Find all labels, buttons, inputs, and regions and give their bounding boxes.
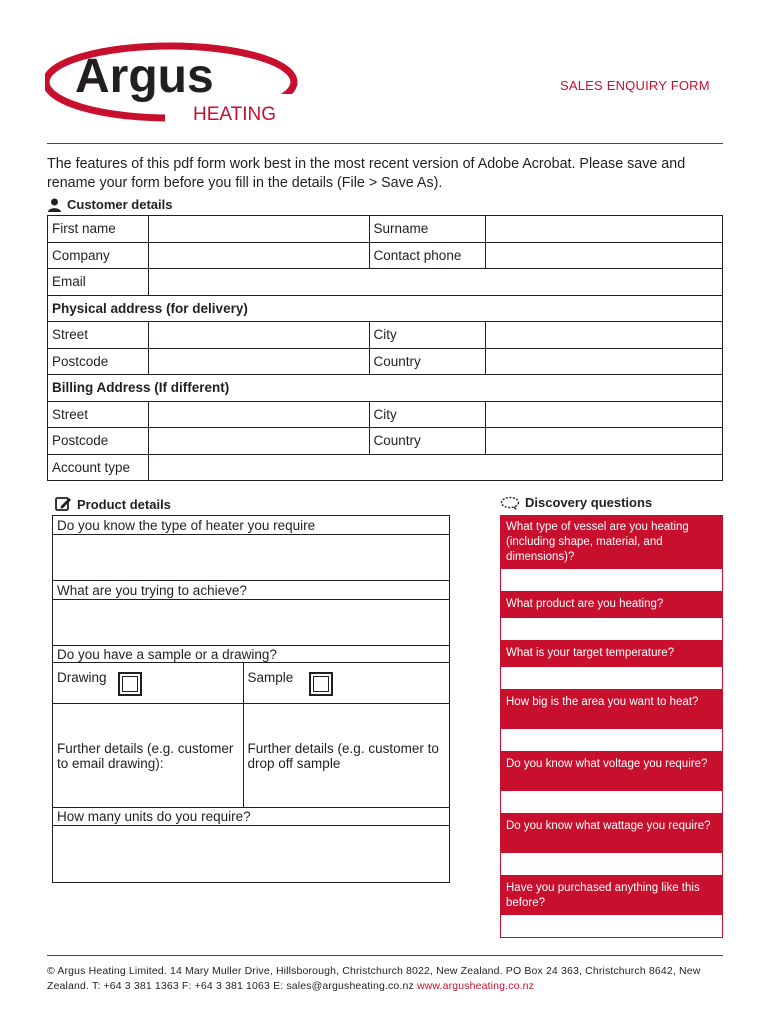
table-row [48, 375, 723, 402]
postcode-label: Postcode [48, 428, 149, 455]
city-label: City [369, 401, 486, 428]
discovery-answer-field[interactable] [500, 568, 723, 592]
surname-label: Surname [369, 216, 486, 243]
discovery-questions-label: Discovery questions [525, 495, 653, 510]
discovery-questions-heading [500, 495, 652, 510]
logo-sub: HEATING [193, 104, 277, 125]
physical-country-field[interactable] [486, 348, 723, 375]
form-title: SALES ENQUIRY FORM [560, 78, 710, 93]
argus-heating-logo [45, 42, 300, 127]
heater-type-question: Do you know the type of heater you require [53, 516, 450, 535]
product-details-label: Product details [77, 496, 171, 512]
table-row [53, 826, 450, 883]
product-details-heading [55, 496, 171, 512]
footer-divider [47, 955, 723, 956]
customer-details-label: Customer details [67, 197, 173, 212]
billing-country-field[interactable] [486, 428, 723, 455]
speech-bubble-icon [500, 496, 520, 510]
table-row [53, 646, 450, 663]
company-field[interactable] [148, 242, 369, 269]
table-row [48, 269, 723, 296]
table-row [48, 348, 723, 375]
postcode-label: Postcode [48, 348, 149, 375]
street-label: Street [48, 322, 149, 349]
physical-postcode-field[interactable] [148, 348, 369, 375]
customer-details-heading [47, 197, 172, 212]
table-row [53, 581, 450, 600]
sample-cell [243, 663, 449, 704]
drawing-cell [53, 663, 244, 704]
country-label: Country [369, 428, 486, 455]
surname-field[interactable] [486, 216, 723, 243]
table-row [53, 600, 450, 646]
discovery-answer-field[interactable] [500, 617, 723, 641]
table-row [48, 242, 723, 269]
street-label: Street [48, 401, 149, 428]
company-label: Company [48, 242, 149, 269]
discovery-question: Have you purchased anything like this before? [500, 876, 723, 914]
discovery-question: What product are you heating? [500, 592, 723, 617]
first-name-field[interactable] [148, 216, 369, 243]
billing-city-field[interactable] [486, 401, 723, 428]
logo-brand: Argus [75, 50, 214, 103]
intro-text: The features of this pdf form work best in the most recent version of Adobe Acrobat. Please save and rename your form before you fill in the details (File > Save As). [47, 156, 686, 191]
product-details-table [52, 515, 450, 883]
contact-phone-label: Contact phone [369, 242, 486, 269]
achieve-field[interactable] [53, 600, 450, 646]
discovery-answer-field[interactable] [500, 790, 723, 814]
website-link[interactable]: www.argusheating.co.nz [416, 980, 535, 992]
discovery-question: Do you know what voltage you require? [500, 752, 723, 790]
table-row [53, 808, 450, 826]
discovery-question: What is your target temperature? [500, 641, 723, 666]
edit-form-icon [55, 496, 72, 512]
physical-address-heading: Physical address (for delivery) [48, 295, 723, 322]
footer-contact-text: © Argus Heating Limited. 14 Mary Muller Drive, Hillsborough, Christchurch 8022, New Zealand. PO Box 24 363, Christchurch 8642, New Zealand. T: +64 3 381 1363 F: +64 3 381 1063 E: sales@argusheating.co.nz [47, 965, 701, 992]
table-row [53, 663, 450, 704]
discovery-answer-field[interactable] [500, 666, 723, 690]
units-field[interactable] [53, 826, 450, 883]
table-row [53, 516, 450, 535]
table-row [48, 428, 723, 455]
table-row [53, 535, 450, 581]
achieve-question: What are you trying to achieve? [53, 581, 450, 600]
further-details-sample-label: Further details (e.g. customer to drop off sample [247, 740, 439, 771]
customer-details-table [47, 215, 723, 481]
discovery-answer-field[interactable] [500, 914, 723, 938]
table-row [48, 401, 723, 428]
email-field[interactable] [148, 269, 722, 296]
billing-postcode-field[interactable] [148, 428, 369, 455]
heater-type-field[interactable] [53, 535, 450, 581]
person-icon [47, 198, 62, 212]
account-type-label: Account type [48, 454, 149, 481]
account-type-field[interactable] [148, 454, 722, 481]
drawing-checkbox[interactable] [118, 672, 142, 696]
discovery-question: What type of vessel are you heating (including shape, material, and dimensions)? [500, 515, 723, 568]
discovery-question: How big is the area you want to heat? [500, 690, 723, 728]
discovery-answer-field[interactable] [500, 728, 723, 752]
billing-street-field[interactable] [148, 401, 369, 428]
further-details-drawing-label: Further details (e.g. customer to email drawing): [57, 740, 234, 771]
table-row [48, 454, 723, 481]
table-row [48, 295, 723, 322]
sample-label: Sample [247, 670, 294, 685]
billing-address-heading: Billing Address (If different) [48, 375, 723, 402]
physical-street-field[interactable] [148, 322, 369, 349]
units-question: How many units do you require? [53, 808, 450, 826]
discovery-questions-list [500, 515, 723, 938]
discovery-answer-field[interactable] [500, 852, 723, 876]
contact-phone-field[interactable] [486, 242, 723, 269]
table-row [53, 704, 450, 808]
further-details-drawing-field[interactable] [53, 704, 244, 808]
sample-checkbox[interactable] [309, 672, 333, 696]
city-label: City [369, 322, 486, 349]
further-details-sample-field[interactable] [243, 704, 449, 808]
sample-drawing-question: Do you have a sample or a drawing? [53, 646, 450, 663]
drawing-label: Drawing [57, 670, 107, 685]
discovery-question: Do you know what wattage you require? [500, 814, 723, 852]
table-row [48, 322, 723, 349]
footer [47, 964, 727, 994]
physical-city-field[interactable] [486, 322, 723, 349]
country-label: Country [369, 348, 486, 375]
table-row [48, 216, 723, 243]
header-divider [47, 143, 723, 144]
first-name-label: First name [48, 216, 149, 243]
email-label: Email [48, 269, 149, 296]
